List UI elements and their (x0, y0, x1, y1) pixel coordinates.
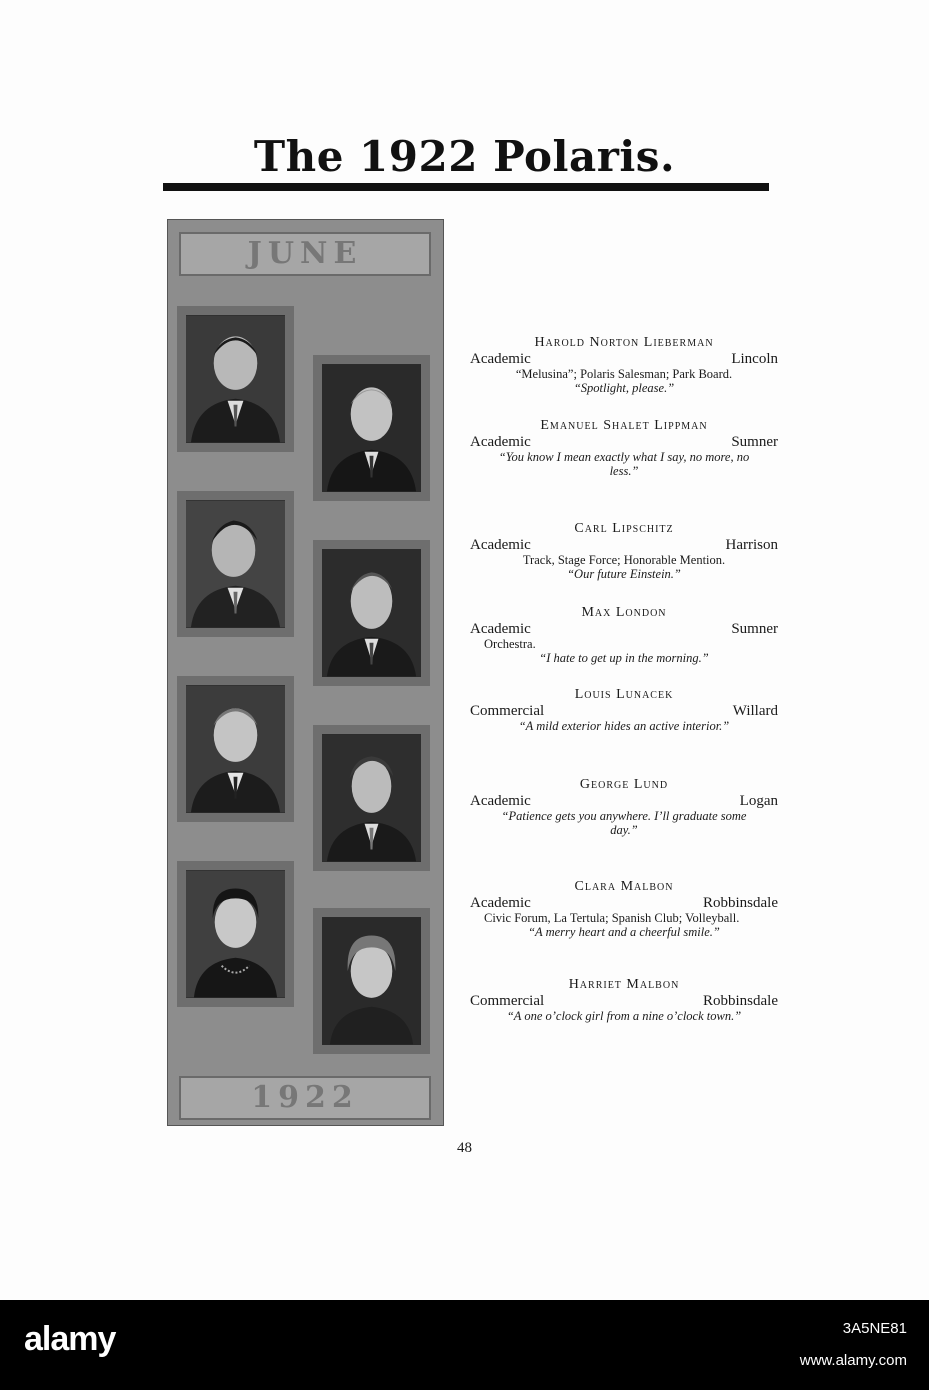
brand-logo[interactable]: alamy (24, 1320, 116, 1358)
student-quote: “Spotlight, please.” (573, 381, 675, 395)
student-school: Sumner (731, 621, 778, 637)
page-number: 48 (457, 1140, 472, 1156)
student-course: Academic (470, 351, 531, 367)
student-course: Academic (470, 895, 531, 911)
student-activities: Orchestra. (484, 637, 536, 651)
student-course: Academic (470, 434, 531, 450)
student-course: Commercial (470, 993, 545, 1009)
student-name: Louis Lunacek (574, 687, 674, 702)
portrait-photo (313, 725, 430, 871)
student-entry (470, 978, 778, 1023)
student-entry (470, 778, 778, 837)
student-school: Harrison (725, 537, 778, 553)
student-entry (470, 419, 778, 478)
portrait-photo (313, 355, 430, 501)
page-title: The 1922 Polaris. (253, 132, 676, 181)
student-school: Logan (739, 793, 778, 809)
student-quote: “Patience gets you anywhere. I’ll graduate some day.” (501, 809, 747, 837)
student-entry (470, 522, 778, 581)
student-name: Emanuel Shalet Lippman (540, 418, 708, 433)
student-course: Academic (470, 537, 531, 553)
title-rule-notch (163, 179, 233, 183)
student-school: Willard (732, 703, 778, 719)
student-quote: “You know I mean exactly what I say, no more, no less.” (498, 450, 750, 478)
student-school: Robbinsdale (703, 895, 778, 911)
student-school: Lincoln (731, 351, 778, 367)
student-name: Max London (581, 605, 667, 620)
student-entry (470, 688, 778, 733)
student-entry (470, 880, 778, 939)
portrait-photo (313, 908, 430, 1054)
site-link[interactable]: www.alamy.com (799, 1352, 907, 1369)
student-entry (470, 606, 778, 665)
panel-month-label: JUNE (179, 232, 431, 276)
student-quote: “A merry heart and a cheerful smile.” (528, 925, 720, 939)
student-quote: “A mild exterior hides an active interior.” (518, 719, 730, 733)
student-course: Academic (470, 621, 531, 637)
title-rule (163, 183, 769, 191)
stock-image-id: 3A5NE81 (842, 1320, 907, 1337)
portrait-photo (313, 540, 430, 686)
student-school: Sumner (731, 434, 778, 450)
portrait-photo (177, 306, 294, 452)
portrait-photo (177, 491, 294, 637)
student-name: Harold Norton Lieberman (534, 335, 714, 350)
photo-panel (167, 219, 444, 1126)
student-course: Commercial (470, 703, 545, 719)
student-quote: “I hate to get up in the morning.” (539, 651, 709, 665)
student-quote: “Our future Einstein.” (567, 567, 681, 581)
student-name: George Lund (579, 777, 669, 792)
portrait-photo (177, 676, 294, 822)
student-name: Carl Lipschitz (574, 521, 674, 536)
student-activities: “Melusina”; Polaris Salesman; Park Board. (515, 367, 733, 381)
student-entry (470, 336, 778, 395)
student-activities: Track, Stage Force; Honorable Mention. (522, 553, 726, 567)
portrait-photo (177, 861, 294, 1007)
student-name: Harriet Malbon (568, 977, 680, 992)
student-name: Clara Malbon (574, 879, 674, 894)
student-course: Academic (470, 793, 531, 809)
watermark-bar (0, 1300, 929, 1390)
student-school: Robbinsdale (703, 993, 778, 1009)
panel-year-label: 1922 (179, 1076, 431, 1120)
student-activities: Civic Forum, La Tertula; Spanish Club; Volleyball. (484, 911, 740, 925)
student-quote: “A one o’clock girl from a nine o’clock town.” (506, 1009, 742, 1023)
